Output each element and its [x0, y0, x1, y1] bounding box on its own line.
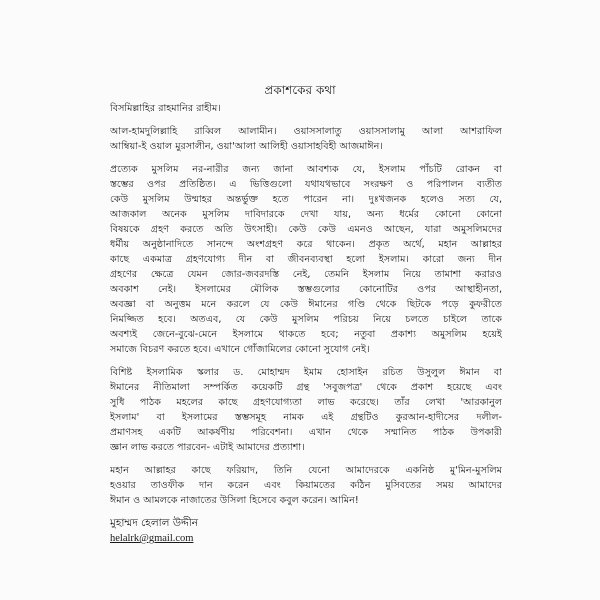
paragraph-1-line: বিষয়কে গ্রহণ করতে অতি উৎসাহী। কেউ কেউ এমনও আছেন, যারা অমুসলিমদের	[110, 224, 502, 235]
paragraph-1-line: নিমজ্জিত হবে। অতএব, যে কেউ মুসলিম পরিচয় নিয়ে চলতে চাইলে তাকে	[110, 314, 502, 325]
opening-line: আল-হামদুলিল্লাহি রাব্বিল আলামীন। ওয়াসসালাতু ওয়াসসালামু আলা আশরাফিল	[110, 126, 502, 137]
paragraph-2-line: জ্ঞান লাভ করতে পারবেন- এটাই আমাদের প্রত্যাশা।	[110, 442, 305, 453]
paragraph-1-line: কাছে একমাত্র গ্রহণযোগ্য দীন বা জীবনব্যবস্থা হলো ইসলাম। কারো জন্য দীন	[110, 254, 502, 265]
paragraph-2-line: সুধি পাঠক মহলের কাছে গ্রহণযোগ্যতা লাভ করেছে। তাঁর লেখা 'আরকানুল	[110, 397, 502, 408]
paragraph-3-line: হওয়ার তাওফীক দান করেন এবং কিয়ামতের কঠিন মুসিবতের সময় আমাদের	[110, 480, 502, 491]
paragraph-1-line: অবকাশ নেই। ইসলামের মৌলিক স্তম্ভগুলোর কোনোটির ওপর আস্থাহীনতা,	[110, 284, 502, 295]
paragraph-3-line: মহান আল্লাহর কাছে ফরিয়াদ, তিনি যেনো আমাদেরকে একনিষ্ঠ মু'মিন-মুসলিম	[110, 465, 502, 476]
paragraph-1-line: সমাজে বিচরণ করতে হবে। এখানে গোঁজামিলের কোনো সুযোগ নেই।	[110, 344, 370, 355]
paragraph-1-line: কেউ মুসলিম উম্মাহর অন্তর্ভুক্ত হতে পারেন না। দুঃখজনক হলেও সত্য যে,	[110, 194, 502, 205]
paragraph-1-line: গ্রহণের ক্ষেত্রে যেমন জোর-জবরদস্তি নেই, তেমনি ইসলাম নিয়ে তামাশা করারও	[110, 269, 502, 280]
signature-name: মুহাম্মদ হেলাল উদ্দীন	[110, 517, 199, 529]
paragraph-1-line: স্তম্ভের ওপর প্রতিষ্ঠিত। এ ভিত্তিগুলো যথাযথভাবে সংরক্ষণ ও পরিপালন ব্যতীত	[110, 179, 502, 190]
paragraph-3-line: ঈমান ও আমলকে নাজাতের উসিলা হিসেবে কবুল করেন। আমিন!	[110, 495, 359, 506]
bismillah-line: বিসমিল্লাহির রাহমানির রাহীম।	[110, 103, 221, 114]
paragraph-2-line: বিশিষ্ট ইসলামিক স্কলার ড. মোহাম্মদ ইমাম হোসাইন রচিত উসুলুল ঈমান বা	[110, 367, 502, 378]
paragraph-2-line: ঈমানের নীতিমালা সম্পর্কিত কয়েকটি গ্রন্থ 'সবুজপত্র' থেকে প্রকাশ হয়েছে এবং	[110, 382, 502, 393]
paragraph-1-line: ধর্মীয় অনুষ্ঠানাদিতে সানন্দে অংশগ্রহণ করে থাকেন। প্রকৃত অর্থে, মহান আল্লাহর	[110, 239, 502, 250]
opening-line: আম্বিয়া-ই ওয়াল মুরসালীন, ওয়া'আলা আলিহী ওয়াসাহবিহী আজমাঈন।	[110, 141, 383, 152]
paragraph-2-line: প্রমাণসহ একটি আকর্ষণীয় পরিবেশনা। এখান থেকে সম্মানিত পাঠক উপকারী	[110, 427, 502, 438]
paragraph-1-line: অবজ্ঞা বা অনুত্তম মনে করলে যে কেউ ঈমানের গণ্ডি থেকে ছিটকে পড়ে কুফরীতে	[110, 299, 502, 310]
page-title: প্রকাশকের কথা	[264, 83, 336, 97]
paragraph-2-line: ইসলাম' বা ইসলামের স্তম্ভসমূহ নামক এই গ্রন্থটিও কুরআন-হাদীসের দলীল-	[110, 412, 502, 423]
paragraph-1-line: প্রত্যেক মুসলিম নর-নারীর জন্য জানা আবশ্যক যে, ইসলাম পাঁচটি রোকন বা	[110, 164, 502, 175]
signature-email: helalrk@gmail.com	[110, 533, 194, 544]
paragraph-1-line: আজকাল অনেক মুসলিম দাবিদারকে দেখা যায়, অন্য ধর্মের কোনো কোনো	[110, 209, 502, 220]
paragraph-1-line: অবশ্যই জেনে-বুঝে-মেনে ইসলামে থাকতে হবে; নতুবা প্রকাশ্য অমুসলিম হয়েই	[110, 329, 502, 340]
